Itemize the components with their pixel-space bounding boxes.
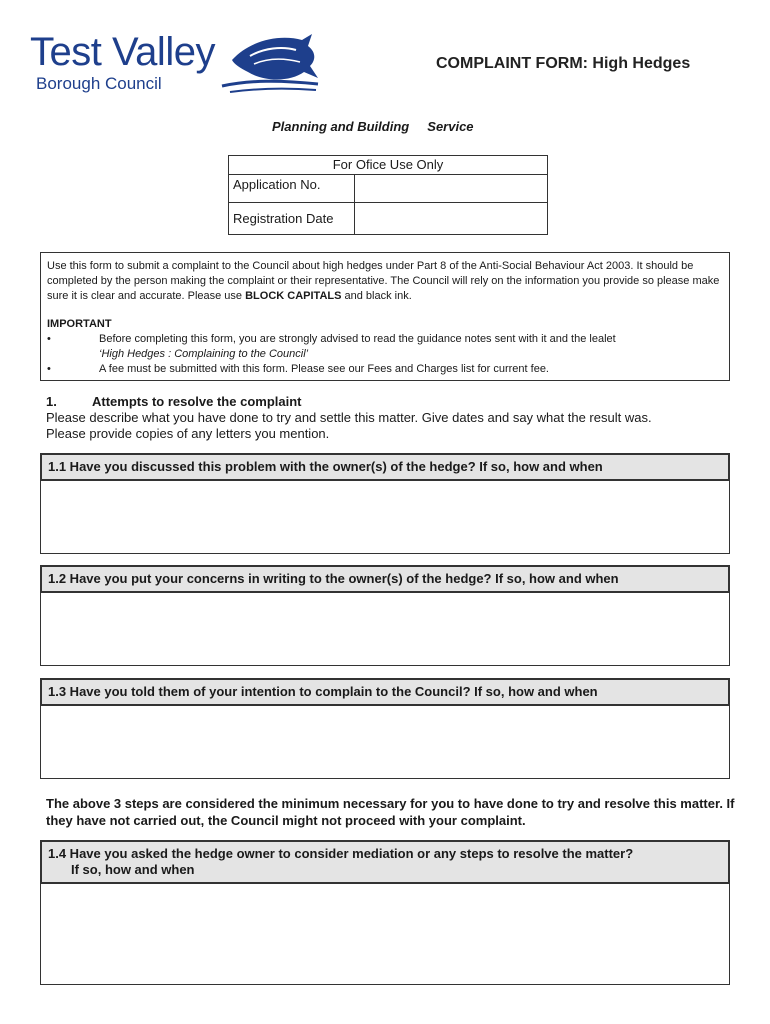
bullet-item-fee <box>47 362 723 377</box>
question-1-1-answer[interactable] <box>41 481 729 553</box>
question-1-4-label-line1: 1.4 Have you asked the hedge owner to consider mediation or any steps to resolve the matter? <box>48 846 634 861</box>
service-heading: Planning and Building Service <box>272 119 474 134</box>
section-1 <box>46 394 736 442</box>
section-1-number: 1. <box>46 394 57 409</box>
office-use-table <box>228 155 548 235</box>
instructions-text-a: Use this form to submit a complaint to the Council about high hedges under Part 8 of the Anti-Social Behaviour Act 2003. It should be completed by the person making the complaint or their representative. The Council will rely on the information you provide so please make sure it is clear and accurate. Please use <box>47 260 720 302</box>
instructions-text <box>47 259 723 304</box>
question-1-3-answer[interactable] <box>41 706 729 778</box>
question-1-1 <box>40 453 730 554</box>
office-use-heading: For Ofice Use Only <box>229 156 548 175</box>
section-1-letters-note: Please provide copies of any letters you mention. <box>46 426 330 441</box>
minimum-steps-note: The above 3 steps are considered the minimum necessary for you to have done to try and resolve this matter. If they have not carried out, the Council might not proceed with your complaint. <box>46 796 735 828</box>
logo-subtitle: Borough Council <box>36 74 162 93</box>
question-1-2-answer[interactable] <box>41 593 729 665</box>
section-1-heading <box>46 394 736 410</box>
fish-logo-icon <box>220 30 320 100</box>
section-1-description: Please describe what you have done to try and settle this matter. Give dates and say what the result was. <box>46 410 652 425</box>
question-1-4-label-line2: If so, how and when <box>71 862 195 877</box>
application-no-field[interactable] <box>355 175 548 203</box>
important-label: IMPORTANT <box>47 318 112 330</box>
logo-title: Test Valley <box>30 30 215 74</box>
council-logo <box>30 30 290 96</box>
question-1-2-label: 1.2 Have you put your concerns in writing to the owner(s) of the hedge? If so, how and when <box>40 565 730 593</box>
question-1-4 <box>40 840 730 985</box>
question-1-4-answer[interactable] <box>41 884 729 984</box>
form-title: COMPLAINT FORM: High Hedges <box>436 55 691 72</box>
leaflet-title: ‘High Hedges : Complaining to the Council’ <box>99 348 309 360</box>
question-1-1-label: 1.1 Have you discussed this problem with the owner(s) of the hedge? If so, how and when <box>40 453 730 481</box>
registration-date-field[interactable] <box>355 203 548 235</box>
question-1-3-label: 1.3 Have you told them of your intention to complain to the Council? If so, how and when <box>40 678 730 706</box>
bullet-item-guidance <box>47 332 723 362</box>
bullet-icon: • <box>47 333 51 345</box>
question-1-4-label <box>40 840 730 884</box>
bullet-fee-text: A fee must be submitted with this form. Please see our Fees and Charges list for current fee. <box>99 363 549 375</box>
application-no-label: Application No. <box>229 175 355 203</box>
block-capitals-text: BLOCK CAPITALS <box>245 290 342 302</box>
instructions-box <box>40 252 730 381</box>
registration-date-label: Registration Date <box>229 203 355 235</box>
instructions-text-b: and black ink. <box>341 290 412 302</box>
bullet-guidance-text: Before completing this form, you are strongly advised to read the guidance notes sent with it and the lealet <box>99 333 616 345</box>
section-1-title: Attempts to resolve the complaint <box>92 394 302 409</box>
question-1-2 <box>40 565 730 666</box>
question-1-3 <box>40 678 730 779</box>
bullet-icon: • <box>47 363 51 375</box>
